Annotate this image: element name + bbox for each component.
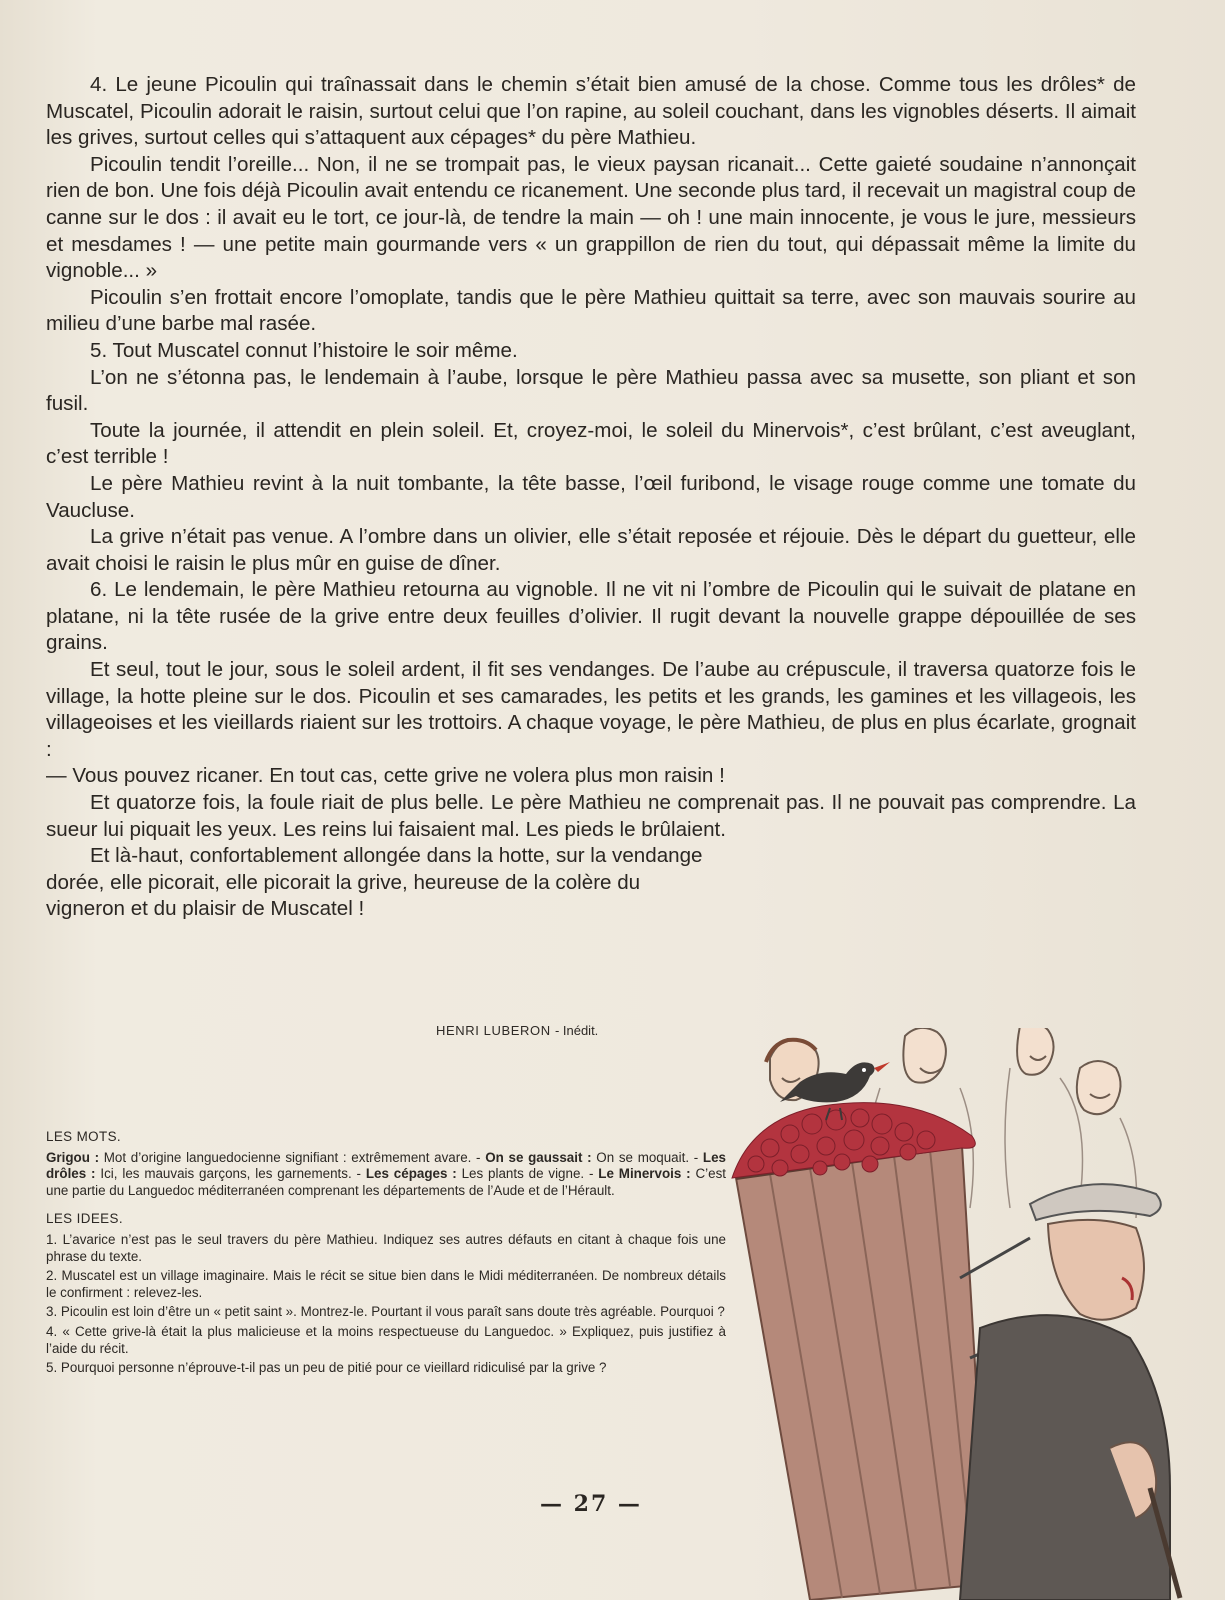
paragraph: Et seul, tout le jour, sous le soleil ardent, il fit ses vendanges. De l’aube au crépuscule, il traversa quatorze fois le village, la hotte pleine sur le dos. Picoulin et ses camarades, les petits et les grands, les gamines et les villageois, les villageoises et les vieillards riaient sur les trottoirs. A chaque voyage, le père Mathieu, de plus en plus écarlate, grognait : [46, 658, 1136, 761]
paragraph: Toute la journée, il attendit en plein soleil. Et, croyez-moi, le soleil du Minervois*, c’est brûlant, c’est aveuglant, c’est terrible ! [46, 418, 1136, 469]
old-man-figure [960, 1184, 1180, 1600]
paragraph: Le père Mathieu revint à la nuit tombante, la tête basse, l’œil furibond, le visage rouge comme une tomate du Vaucluse. [46, 471, 1136, 522]
idees-heading: LES IDEES. [46, 1211, 123, 1227]
story-text [46, 72, 1136, 923]
vocab-definition: Les plants de vigne. - [456, 1166, 599, 1182]
paragraph: La grive n’était pas venue. A l’ombre dans un olivier, elle s’était reposée et réjouie. Dès le départ du guetteur, elle avait choisi le raisin le plus mûr en guise de dîner. [46, 525, 1136, 575]
author-note: - Inédit. [554, 1023, 599, 1038]
author-name: HENRI LUBERON [436, 1023, 551, 1038]
vocab-definition: On se moquait. - [591, 1149, 703, 1165]
vocab-term: Les drôles : [46, 1149, 726, 1182]
paragraph: L’on ne s’étonna pas, le lendemain à l’aube, lorsque le père Mathieu passa avec sa musette, son pliant et son fusil. [46, 365, 1136, 416]
vocab-definition: Ici, les mauvais garçons, les garnements. - [95, 1166, 366, 1182]
paragraph: 4. Le jeune Picoulin qui traînassait dans le chemin s’était bien amusé de la chose. Comme tous les drôles* de Muscatel, Picoulin adorait le raisin, surtout celui que l’on rapine, au soleil couchant, dans les vignobles déserts. Il aimait les grives, surtout celles qui s’attaquent aux cépages* du père Mathieu. [46, 73, 1136, 150]
exercise-section [46, 1129, 726, 1380]
mots-heading: LES MOTS. [46, 1129, 122, 1144]
paragraph: Et quatorze fois, la foule riait de plus belle. Le père Mathieu ne comprenait pas. Il ne pouvait pas comprendre. La sueur lui piquait les yeux. Les reins lui faisaient mal. Les pieds le brûlaient. [46, 791, 1136, 841]
author-credit [436, 1023, 598, 1038]
vocabulary-list [46, 1150, 726, 1200]
final-paragraph: Et là-haut, confortablement allongée dans la hotte, sur la vendange dorée, elle picorait, elle picorait la grive, heureuse de la colère du vigneron et du plaisir de Muscatel ! [46, 844, 703, 921]
question-item: 4. « Cette grive-là était la plus malicieuse et la moins respectueuse du Languedoc. » Expliquez, puis justifiez à l’aide du récit. [46, 1323, 726, 1356]
question-item: 1. L’avarice n’est pas le seul travers du père Mathieu. Indiquez ses autres défauts en citant à chaque fois une phrase du texte. [46, 1231, 726, 1264]
vocab-term: On se gaussait : [485, 1149, 592, 1165]
question-item: 3. Picoulin est loin d’être un « petit saint ». Montrez-le. Pourtant il vous paraît sans doute très agréable. Pourquoi ? [46, 1304, 725, 1320]
vocab-term: Grigou : [46, 1149, 100, 1165]
paragraph: 6. Le lendemain, le père Mathieu retourna au vignoble. Il ne vit ni l’ombre de Picoulin qui le suivait de platane en platane, ni la tête rusée de la grive entre deux feuilles d’olivier. Il rugit devant la nouvelle grappe dépouillée de ses grains. [46, 578, 1136, 655]
dialogue-line: — Vous pouvez ricaner. En tout cas, cette grive ne volera plus mon raisin ! [46, 764, 725, 788]
paragraph: Picoulin tendit l’oreille... Non, il ne se trompait pas, le vieux paysan ricanait... Cette gaieté soudaine n’annonçait rien de bon. Une fois déjà Picoulin avait entendu ce ricanement. Une seconde plus tard, il recevait un magistral coup de canne sur le dos : il avait eu le tort, ce jour-là, de tendre la main — oh ! une main innocente, je vous le jure, messieurs et mesdames ! — une petite main gourmande vers « un grappillon de rien du tout, qui dépassait même la limite du vignoble... » [46, 152, 1136, 283]
illustration-grape-basket [730, 1028, 1216, 1600]
vocab-term: Les cépages : [365, 1166, 457, 1182]
question-item: 2. Muscatel est un village imaginaire. Mais le récit se situe bien dans le Midi méditerranéen. De nombreux détails le confirment : relevez-les. [46, 1268, 726, 1300]
paragraph: Picoulin s’en frottait encore l’omoplate, tandis que le père Mathieu quittait sa terre, avec son mauvais sourire au milieu d’une barbe mal rasée. [46, 285, 1136, 336]
vocab-definition: Mot d’origine languedocienne signifiant : extrêmement avare. - [99, 1149, 486, 1165]
page-number: — 27 — [540, 1491, 642, 1517]
vocab-definition: C’est une partie du Languedoc méditerranéen comprenant les départements de l’Aude et de l’Hérault. [46, 1166, 726, 1198]
vocab-term: Le Minervois : [598, 1166, 691, 1182]
question-item: 5. Pourquoi personne n’éprouve-t-il pas un peu de pitié pour ce vieillard ridiculisé par la grive ? [46, 1360, 607, 1376]
paragraph: 5. Tout Muscatel connut l’histoire le soir même. [90, 338, 518, 362]
